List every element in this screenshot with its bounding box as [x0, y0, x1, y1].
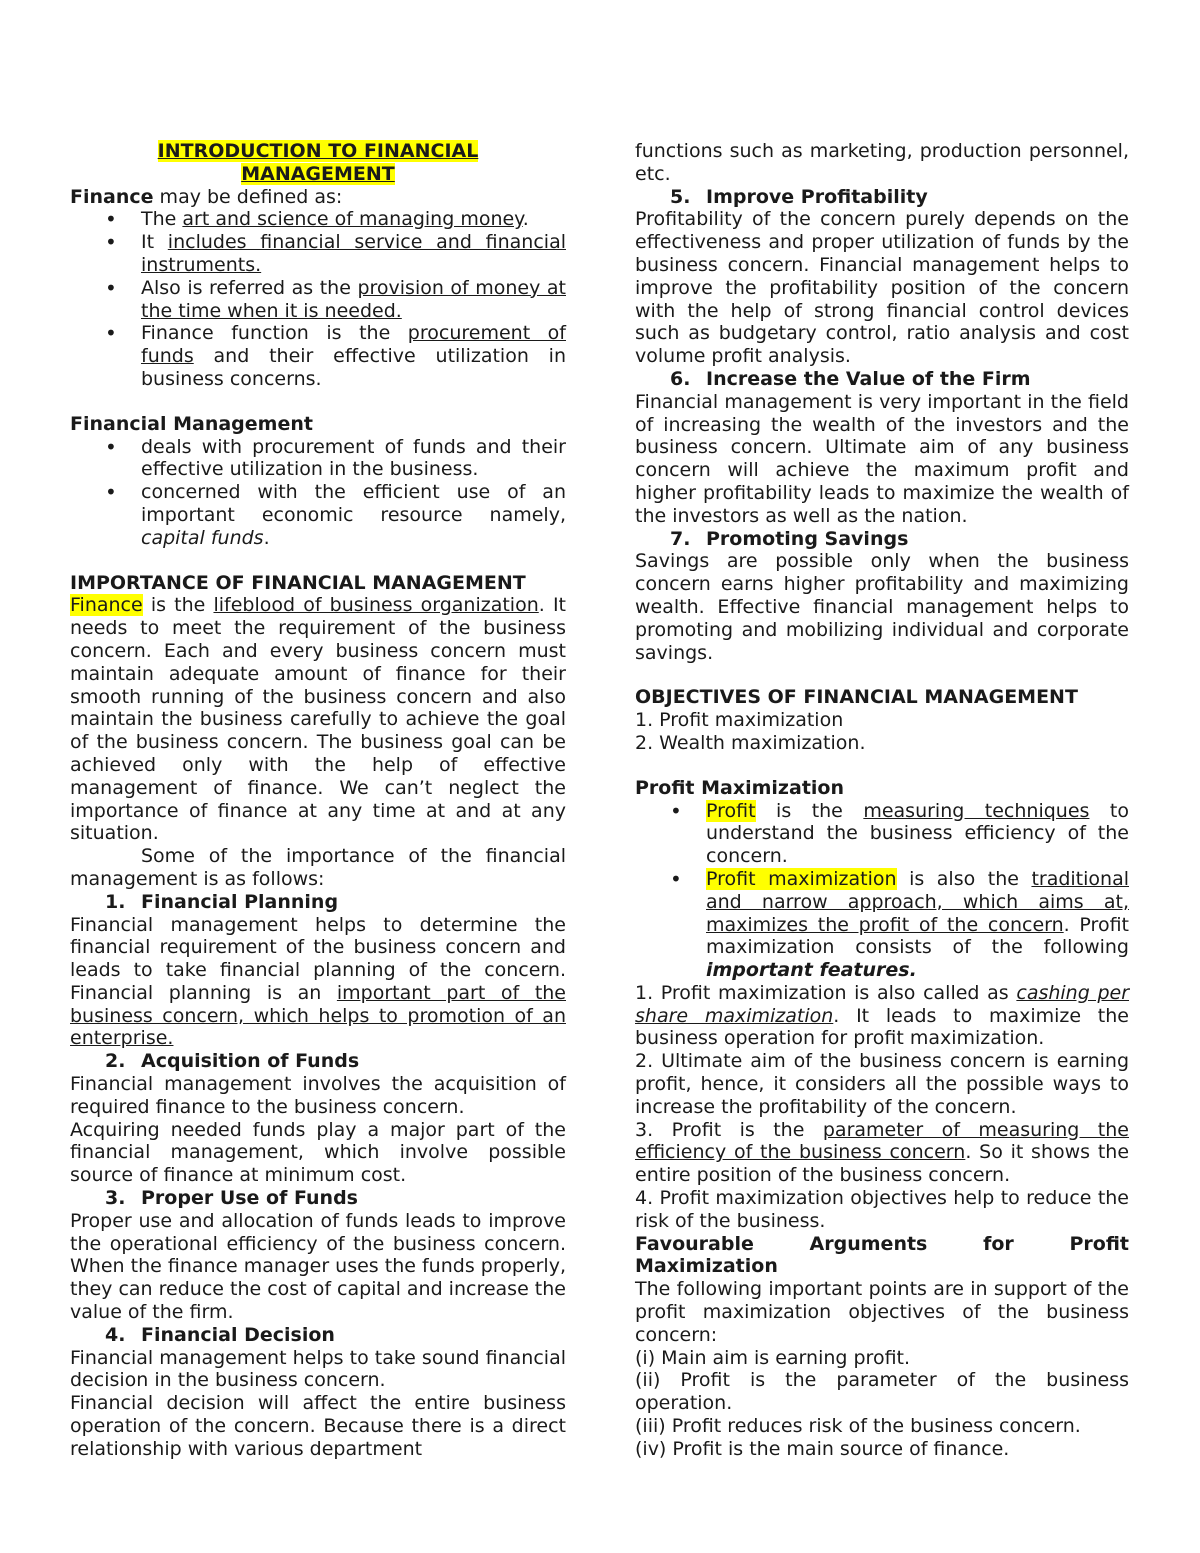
improve-profitability-text: Profitability of the concern purely depends on the effectiveness and proper utilization of funds by the business concern. Financial management helps to improve the profitability position of the concern with the help of strong financial control devices such as budgetary control, ratio analysis and cost volume profit analysis.: [635, 208, 1129, 368]
importance-heading: IMPORTANCE OF FINANCIAL MANAGEMENT: [70, 571, 526, 594]
importance-paragraph: Finance is the lifeblood of business organization. It needs to meet the requirement of the business concern. Each and every business concern must maintain adequate amount of finance for their smooth running of the business concern and also maintain the business carefully to achieve the goal of the business concern. The business goal can be achieved only with the help of effective management of finance. We can’t neglect the importance of finance at any time at and at any situation.: [70, 594, 566, 845]
objective-item: 2. Wealth maximization.: [635, 731, 866, 754]
title-line-2: MANAGEMENT: [241, 162, 395, 185]
financial-decision-text-1: Financial management helps to take sound financial decision in the business concern.: [70, 1346, 566, 1392]
favourable-arguments-heading: Favourable Arguments for Profit Maximization: [635, 1232, 1129, 1278]
finance-definition-intro: Finance may be defined as:: [70, 185, 343, 208]
objective-item: 1. Profit maximization: [635, 709, 844, 732]
list-item: • It includes financial service and financial instruments.: [141, 231, 566, 277]
definition-bullet-list: [70, 208, 566, 390]
list-item: • The art and science of managing money.: [141, 208, 566, 231]
feature-point-3: 3. Profit is the parameter of measuring the efficiency of the business concern. So it shows the entire position of the business concern.: [635, 1118, 1130, 1187]
list-item: • Profit maximization is also the traditional and narrow approach, which aims at, maximizes the profit of the concern. Profit maximization consists of the following important features.: [706, 868, 1129, 982]
argument-item: (iv) Profit is the main source of finance.: [635, 1437, 1010, 1460]
argument-item: (ii) Profit is the parameter of the business operation.: [635, 1369, 1129, 1415]
section-heading-financial-planning: 1. Financial Planning: [105, 890, 339, 913]
section-heading-promoting-savings: 7. Promoting Savings: [670, 527, 909, 550]
proper-use-text: Proper use and allocation of funds leads to improve the operational efficiency of the business concern. When the finance manager uses the funds properly, they can reduce the cost of capital and increase the value of the firm.: [70, 1209, 566, 1324]
profit-maximization-bullets: [635, 800, 1129, 982]
list-item: • deals with procurement of funds and their effective utilization in the business.: [141, 436, 566, 482]
section-heading-financial-decision: 4. Financial Decision: [105, 1323, 335, 1346]
right-column: [635, 140, 1129, 1461]
acquisition-text-2: Acquiring needed funds play a major part of the financial management, which involve possible source of finance at minimum cost.: [70, 1118, 566, 1187]
increase-value-text: Financial management is very important in the field of increasing the wealth of the investors and the business concern. Ultimate aim of any business concern will achieve the maximum profit and higher profitability leads to maximize the wealth of the investors as well as the nation.: [635, 390, 1129, 527]
list-item: • Finance function is the procurement of funds and their effective utilization in business concerns.: [141, 322, 566, 390]
list-item: • Profit is the measuring techniques to understand the business efficiency of the concern.: [706, 800, 1129, 868]
section-heading-improve-profitability: 5. Improve Profitability: [670, 185, 928, 208]
financial-management-heading: Financial Management: [70, 412, 313, 435]
importance-following: Some of the importance of the financial management is as follows:: [70, 845, 566, 890]
feature-point-4: 4. Profit maximization objectives help to reduce the risk of the business.: [635, 1187, 1129, 1232]
section-heading-proper-use: 3. Proper Use of Funds: [105, 1187, 358, 1210]
list-item: • concerned with the efficient use of an important economic resource namely, capital funds.: [141, 481, 566, 549]
left-column: [70, 140, 566, 1461]
section-heading-increase-value: 6. Increase the Value of the Firm: [670, 367, 1031, 390]
financial-decision-text-2: Financial decision will affect the entire business operation of the concern. Because there is a direct relationship with various department: [70, 1392, 566, 1460]
financial-planning-text: Financial management helps to determine the financial requirement of the business concern and leads to take financial planning of the concern. Financial planning is an important part of the business concern, which helps to promotion of an enterprise.: [70, 913, 566, 1050]
document-title: [70, 140, 566, 186]
list-item: • Also is referred as the provision of money at the time when it is needed.: [141, 277, 566, 323]
objectives-heading: OBJECTIVES OF FINANCIAL MANAGEMENT: [635, 686, 1078, 709]
favourable-arguments-text: The following important points are in support of the profit maximization objectives of the business concern:: [635, 1278, 1129, 1346]
financial-decision-continued: functions such as marketing, production personnel, etc.: [635, 140, 1129, 185]
fm-bullet-list: [70, 436, 566, 550]
section-heading-acquisition: 2. Acquisition of Funds: [105, 1050, 360, 1073]
feature-point-2: 2. Ultimate aim of the business concern is earning profit, hence, it considers all the possible ways to increase the profitability of the concern.: [635, 1050, 1129, 1118]
profit-maximization-heading: Profit Maximization: [635, 776, 844, 799]
feature-point-1: 1. Profit maximization is also called as cashing per share maximization. It leads to maximize the business operation for profit maximization.: [635, 981, 1130, 1050]
title-line-1: INTRODUCTION TO FINANCIAL: [157, 140, 479, 162]
promoting-savings-text: Savings are possible only when the business concern earns higher profitability and maximizing wealth. Effective financial management helps to promoting and mobilizing individual and corporate savings.: [635, 550, 1129, 664]
argument-item: (i) Main aim is earning profit.: [635, 1346, 911, 1369]
argument-item: (iii) Profit reduces risk of the business concern.: [635, 1415, 1081, 1438]
acquisition-text-1: Financial management involves the acquisition of required finance to the business concern.: [70, 1073, 566, 1118]
